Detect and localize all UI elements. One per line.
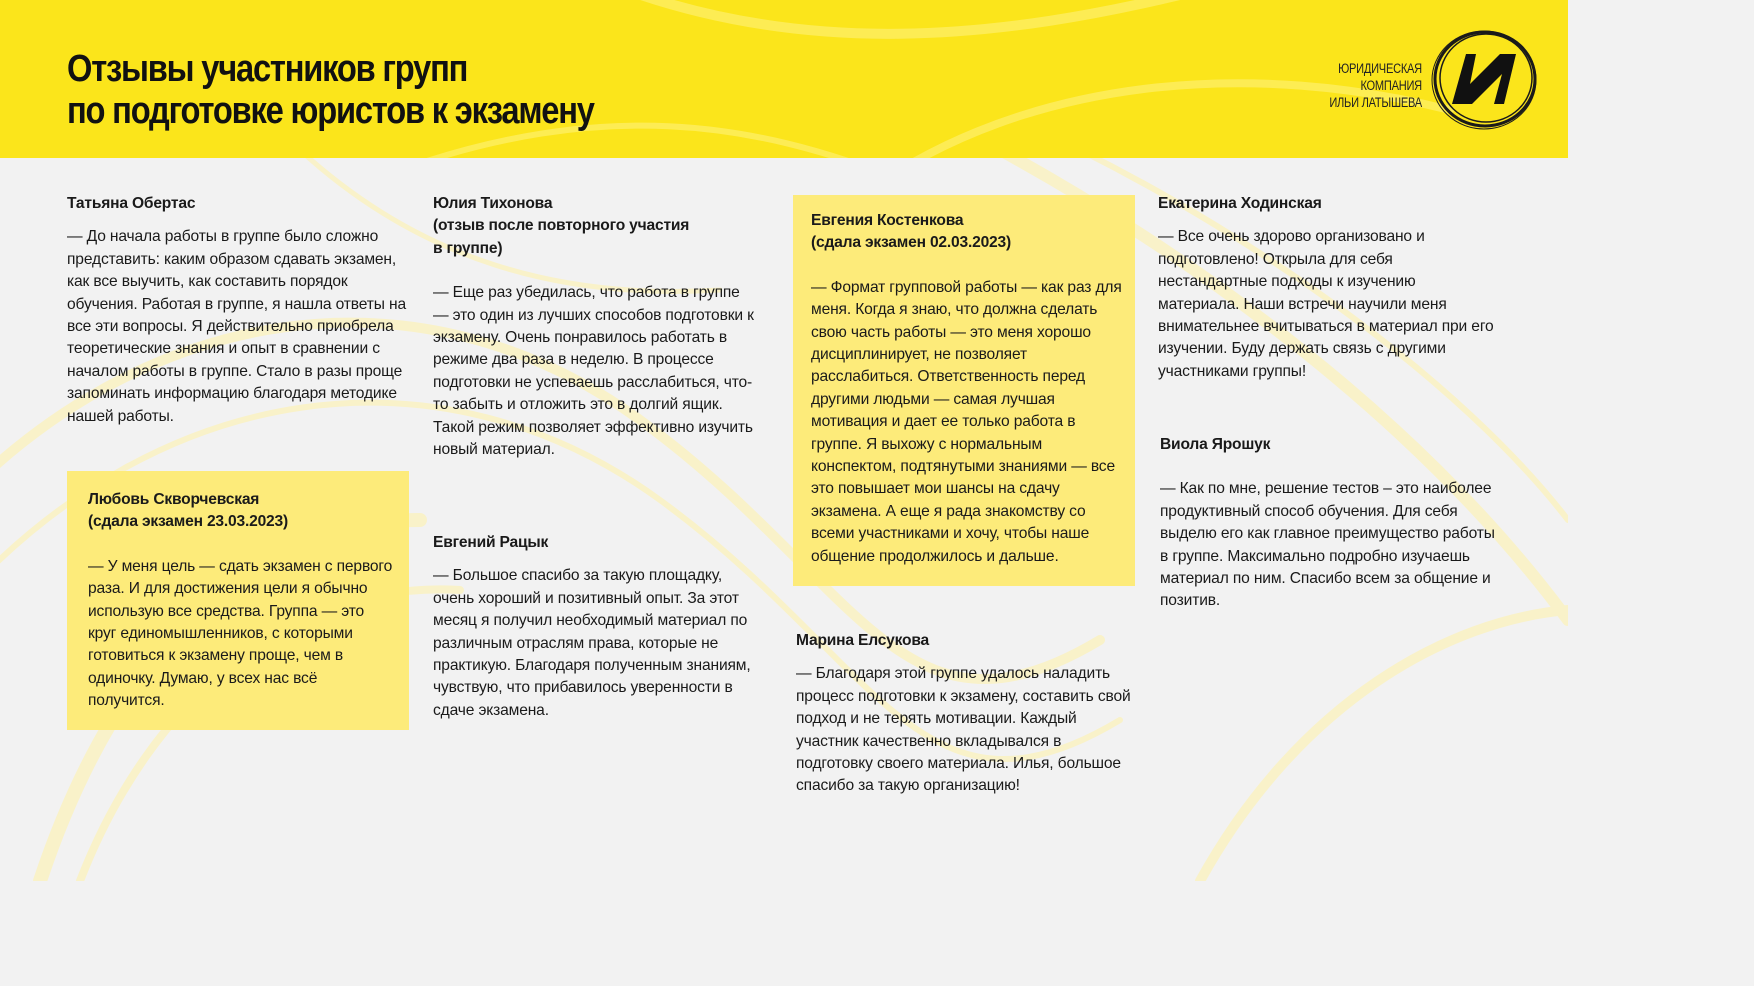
- company-name-line-1: ЮРИДИЧЕСКАЯ: [1338, 61, 1422, 76]
- header-banner: [0, 0, 1568, 158]
- reviewer-name: Виола Ярошук: [1160, 436, 1271, 453]
- page-title-line-1: Отзывы участников групп: [67, 48, 468, 90]
- reviewer-name-text: Евгения Костенкова: [811, 212, 964, 229]
- reviewer-note: (сдала экзамен 23.03.2023): [88, 513, 288, 531]
- reviewer-name-text: Юлия Тихонова: [433, 195, 553, 212]
- company-name-line-3: ИЛЬИ ЛАТЫШЕВА: [1329, 95, 1422, 110]
- reviewer-note-line-1: (отзыв после повторного участия: [433, 217, 690, 235]
- review-text: — Все очень здорово организовано и подготовлено! Открыла для себя нестандартные подходы к изучению материала. Наши встречи научили меня внимательнее вчитываться в материал при его изучении. Буду держать связь с другими участниками группы!: [1158, 228, 1494, 380]
- company-name: [1329, 60, 1422, 111]
- review-text: — Как по мне, решение тестов – это наиболее продуктивный способ обучения. Для себя выделю его как главное преимущество работы в группе. Максимально подробно изучаешь материал по ним. Спасибо всем за общение и позитив.: [1160, 480, 1495, 610]
- reviewer-name: Татьяна Обертас: [67, 195, 196, 212]
- review-text: — У меня цель — сдать экзамен с первого раза. И для достижения цели я обычно использую все средства. Группа — это круг единомышленников, с которыми готовиться к экзамену проще, чем в одиночку. Думаю, у всех нас всё получится.: [88, 557, 393, 710]
- review-viola-yaroshuk: [1160, 434, 1505, 613]
- reviewer-name: Екатерина Ходинская: [1158, 195, 1322, 212]
- review-text: — Большое спасибо за такую площадку, очень хороший и позитивный опыт. За этот месяц я получил необходимый материал по различным отраслям права, которые не практикую. Благодаря полученным знаниям, чувствую, что прибавилось уверенности в сдаче экзамена.: [433, 567, 751, 719]
- review-marina-elsukova: [796, 630, 1141, 798]
- review-text: — Благодаря этой группе удалось наладить процесс подготовки к экзамену, составить свой подход и не терять мотивации. Каждый участник качественно вкладывался в подготовку своего материала. Илья, большое спасибо за такую организацию!: [796, 665, 1131, 795]
- reviewer-note-line-2: в группе): [433, 239, 503, 257]
- page-title: [67, 48, 594, 132]
- review-ekaterina-khodinskaya: [1158, 193, 1496, 383]
- review-text: — До начала работы в группе было сложно представить: каким образом сдавать экзамен, как все выучить, как составить порядок обучения. Работая в группе, я нашла ответы на все эти вопросы. Я действительно приобрела теоретические знания и опыт в сравнении с началом работы в группе. Стало в разы проще запоминать информацию благодаря методике нашей работы.: [67, 228, 406, 425]
- brand-monogram-icon: [1430, 26, 1540, 132]
- reviewer-note: (сдала экзамен 02.03.2023): [811, 234, 1011, 252]
- reviewer-name: [811, 210, 1123, 255]
- reviewer-name: [433, 193, 758, 260]
- review-tatyana-obertas: [67, 193, 412, 428]
- company-name-line-2: КОМПАНИЯ: [1360, 78, 1422, 93]
- reviewer-name: [88, 489, 395, 534]
- review-text: — Формат групповой работы — как раз для меня. Когда я знаю, что должна сделать свою часть работы — это меня хорошо дисциплинирует, не позволяет расслабиться. Ответственность перед другими людьми — самая лучшая мотивация и дает ее только работа в группе. Я выхожу с нормальным конспектом, подтянутыми знаниями — все это повышает мои шансы на сдачу экзамена. А еще я рада знакомству со всеми участниками и хочу, чтобы наше общение продолжилось и дальше.: [811, 278, 1122, 565]
- review-evgeniya-kostenkova: [793, 195, 1135, 586]
- reviewer-name: Евгений Рацык: [433, 534, 549, 551]
- reviewer-name-text: Любовь Скворчевская: [88, 491, 260, 508]
- reviewer-name: Марина Елсукова: [796, 632, 930, 649]
- review-evgeny-ratsyk: [433, 532, 763, 722]
- review-text: — Еще раз убедилась, что работа в группе — это один из лучших способов подготовки к экзамену. Очень понравилось работать в режиме два раза в неделю. В процессе подготовки не успеваешь расслабиться, что-то забыть и отложить это в долгий ящик. Такой режим позволяет эффективно изучить новый материал.: [433, 284, 754, 459]
- review-lyubov-skvorchevskaya: [67, 471, 409, 730]
- page-title-line-2: по подготовке юристов к экзамену: [67, 90, 594, 132]
- review-yulia-tikhonova: [433, 193, 758, 461]
